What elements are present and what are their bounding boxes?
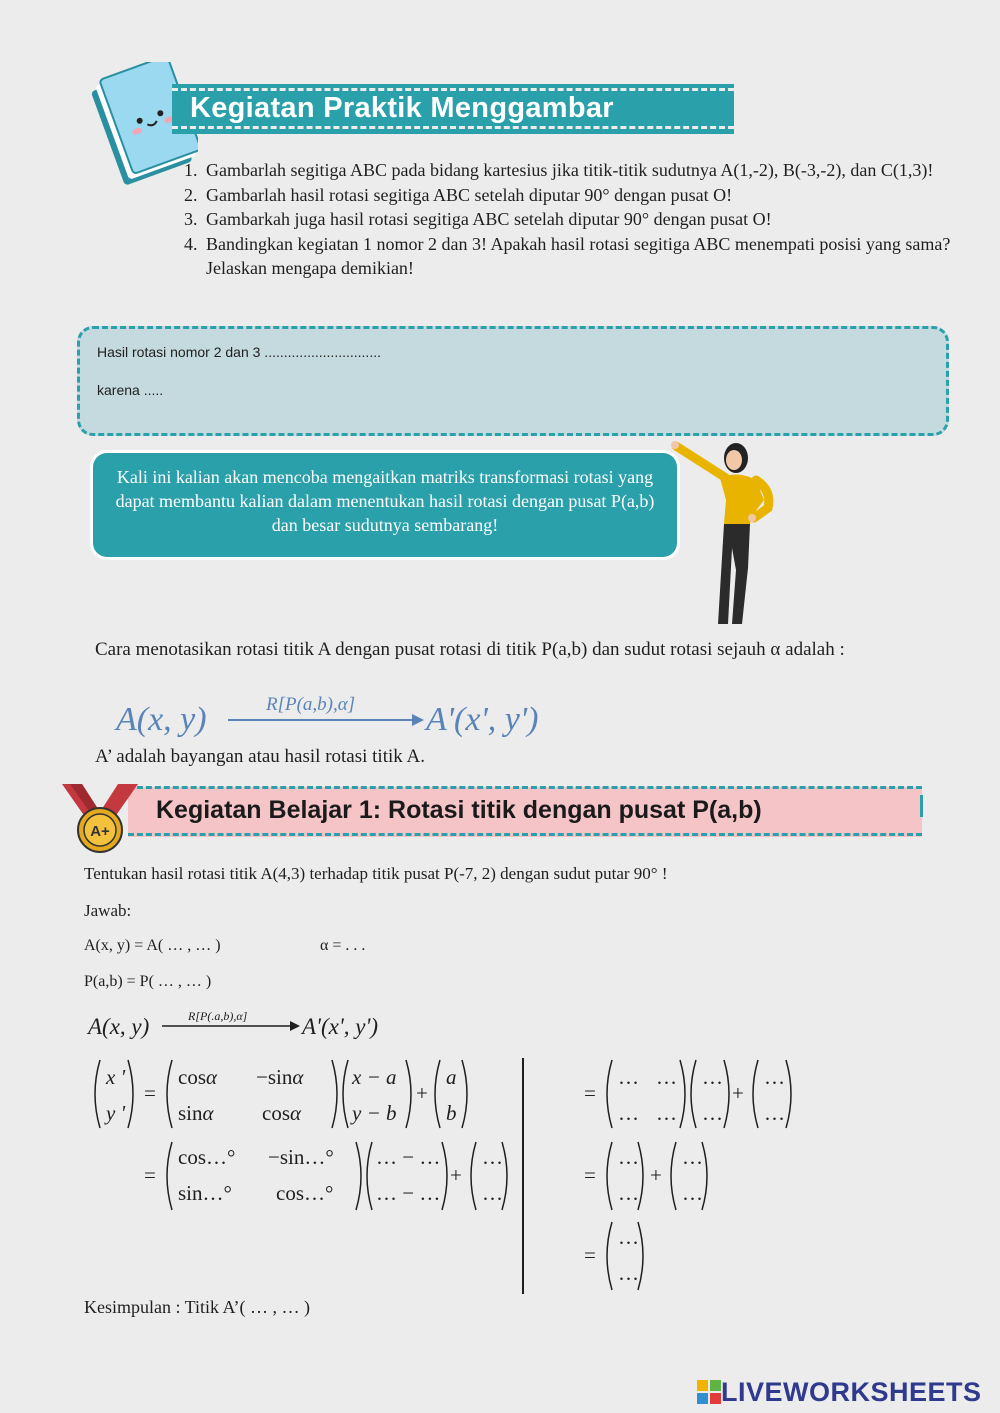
p-line[interactable]: P(a,b) = P( … , … ) <box>84 973 212 990</box>
medal-icon <box>60 778 140 856</box>
formula-left: A(x, y) <box>88 1014 150 1039</box>
svg-text:…: … <box>682 1145 703 1169</box>
conclusion[interactable]: Kesimpulan : Titik A’( … , … ) <box>84 1297 311 1317</box>
notation-arrow-label: R[P(a,b),α] <box>266 694 356 715</box>
task-item: 4. Bandingkan kegiatan 1 nomor 2 dan 3! Apakah hasil rotasi segitiga ABC menempati posisi yang sama? Jelaskan mengapa demikian! <box>202 232 977 281</box>
liveworksheets-logo <box>697 1377 982 1407</box>
notation-left: A(x, y) <box>116 701 207 738</box>
svg-text:…: … <box>764 1065 785 1089</box>
svg-text:…: … <box>702 1101 723 1125</box>
liveworksheets-logo-icon <box>697 1380 721 1404</box>
svg-text:x ': x ' <box>106 1065 126 1089</box>
task-item: 1. Gambarlah segitiga ABC pada bidang kartesius jika titik-titik sudutnya A(1,-2), B(-3,-2), dan C(1,3)! <box>202 158 977 183</box>
svg-text:sin…°: sin…° <box>178 1181 232 1205</box>
svg-text:…: … <box>682 1181 703 1205</box>
notation-intro: Cara menotasikan rotasi titik A dengan pusat rotasi di titik P(a,b) dan sudut rotasi sejauh α adalah : <box>95 639 845 660</box>
svg-text:…: … <box>702 1065 723 1089</box>
svg-text:x − a: x − a <box>352 1065 397 1089</box>
notation-right: A'(x', y') <box>426 701 539 738</box>
svg-text:…: … <box>618 1181 639 1205</box>
svg-text:… − …: … − … <box>376 1181 441 1205</box>
svg-text:y ': y ' <box>106 1101 126 1125</box>
svg-text:… − …: … − … <box>376 1145 441 1169</box>
answer-box[interactable] <box>77 326 949 436</box>
svg-text:−sin…°: −sin…° <box>268 1145 334 1169</box>
practice-banner <box>172 84 734 134</box>
notation-caption: A’ adalah bayangan atau hasil rotasi titik A. <box>95 746 425 767</box>
lesson-banner <box>128 787 922 837</box>
answer-line-reason[interactable]: karena ..... <box>97 382 164 398</box>
task-list <box>160 158 977 281</box>
jawab-label: Jawab: <box>84 901 132 920</box>
svg-text:+: + <box>732 1081 744 1105</box>
task-item: 3. Gambarkah juga hasil rotasi segitiga ABC setelah diputar 90° dengan pusat O! <box>202 207 977 232</box>
speech-text: Kali ini kalian akan mencoba mengaitkan matriks transformasi rotasi yang dapat membantu kalian dalam menentukan hasil rotasi dengan pusat P(a,b) dan besar sudutnya sembarang! <box>115 467 655 535</box>
vertical-divider <box>522 1058 524 1294</box>
svg-text:+: + <box>416 1081 428 1105</box>
rotation-notation <box>112 690 572 746</box>
svg-text:=: = <box>144 1163 156 1187</box>
svg-text:=: = <box>584 1243 596 1267</box>
formula-right: A'(x', y') <box>302 1014 379 1039</box>
lesson-question: Tentukan hasil rotasi titik A(4,3) terhadap titik pusat P(-7, 2) dengan sudut putar 90° ! <box>84 864 668 883</box>
svg-text:a: a <box>446 1065 457 1089</box>
svg-text:…: … <box>618 1261 639 1285</box>
svg-text:…: … <box>482 1181 503 1205</box>
svg-text:cos…°: cos…° <box>276 1181 334 1205</box>
svg-text:sinα: sinα <box>178 1101 214 1125</box>
speech-box <box>93 453 677 557</box>
svg-text:…: … <box>656 1101 677 1125</box>
svg-text:…: … <box>656 1065 677 1089</box>
task-item: 2. Gambarlah hasil rotasi segitiga ABC setelah diputar 90° dengan pusat O! <box>202 183 977 208</box>
svg-text:cosα: cosα <box>262 1101 302 1125</box>
svg-text:=: = <box>584 1163 596 1187</box>
banner-edge <box>920 795 923 817</box>
formula-arrow-head <box>290 1021 300 1031</box>
logo-text: LIVEWORKSHEETS <box>721 1376 982 1407</box>
svg-text:−sinα: −sinα <box>256 1065 304 1089</box>
medal-label: A+ <box>90 823 110 840</box>
answer-line-result[interactable]: Hasil rotasi nomor 2 dan 3 .............................. <box>97 344 381 360</box>
svg-text:…: … <box>764 1101 785 1125</box>
svg-text:+: + <box>650 1163 662 1187</box>
svg-text:b: b <box>446 1101 457 1125</box>
practice-title: Kegiatan Praktik Menggambar <box>190 92 614 124</box>
svg-text:…: … <box>618 1225 639 1249</box>
a-line[interactable]: A(x, y) = A( … , … ) <box>84 937 221 954</box>
matrix-work-right <box>580 1056 810 1296</box>
matrix-work-left <box>86 1056 516 1216</box>
svg-text:…: … <box>618 1101 639 1125</box>
lesson-title: Kegiatan Belajar 1: Rotasi titik dengan pusat P(a,b) <box>156 796 762 824</box>
teacher-illustration <box>668 438 788 630</box>
svg-text:…: … <box>618 1145 639 1169</box>
svg-text:…: … <box>618 1065 639 1089</box>
arrow-head <box>412 714 424 726</box>
svg-text:cosα: cosα <box>178 1065 218 1089</box>
svg-text:=: = <box>144 1081 156 1105</box>
svg-text:=: = <box>584 1081 596 1105</box>
formula-notation <box>84 1006 414 1046</box>
svg-text:cos…°: cos…° <box>178 1145 236 1169</box>
svg-text:y − b: y − b <box>352 1101 397 1125</box>
svg-text:+: + <box>450 1163 462 1187</box>
svg-text:…: … <box>482 1145 503 1169</box>
formula-label: R[P(.a,b),α] <box>188 1009 248 1023</box>
alpha-line[interactable]: α = . . . <box>320 937 366 954</box>
